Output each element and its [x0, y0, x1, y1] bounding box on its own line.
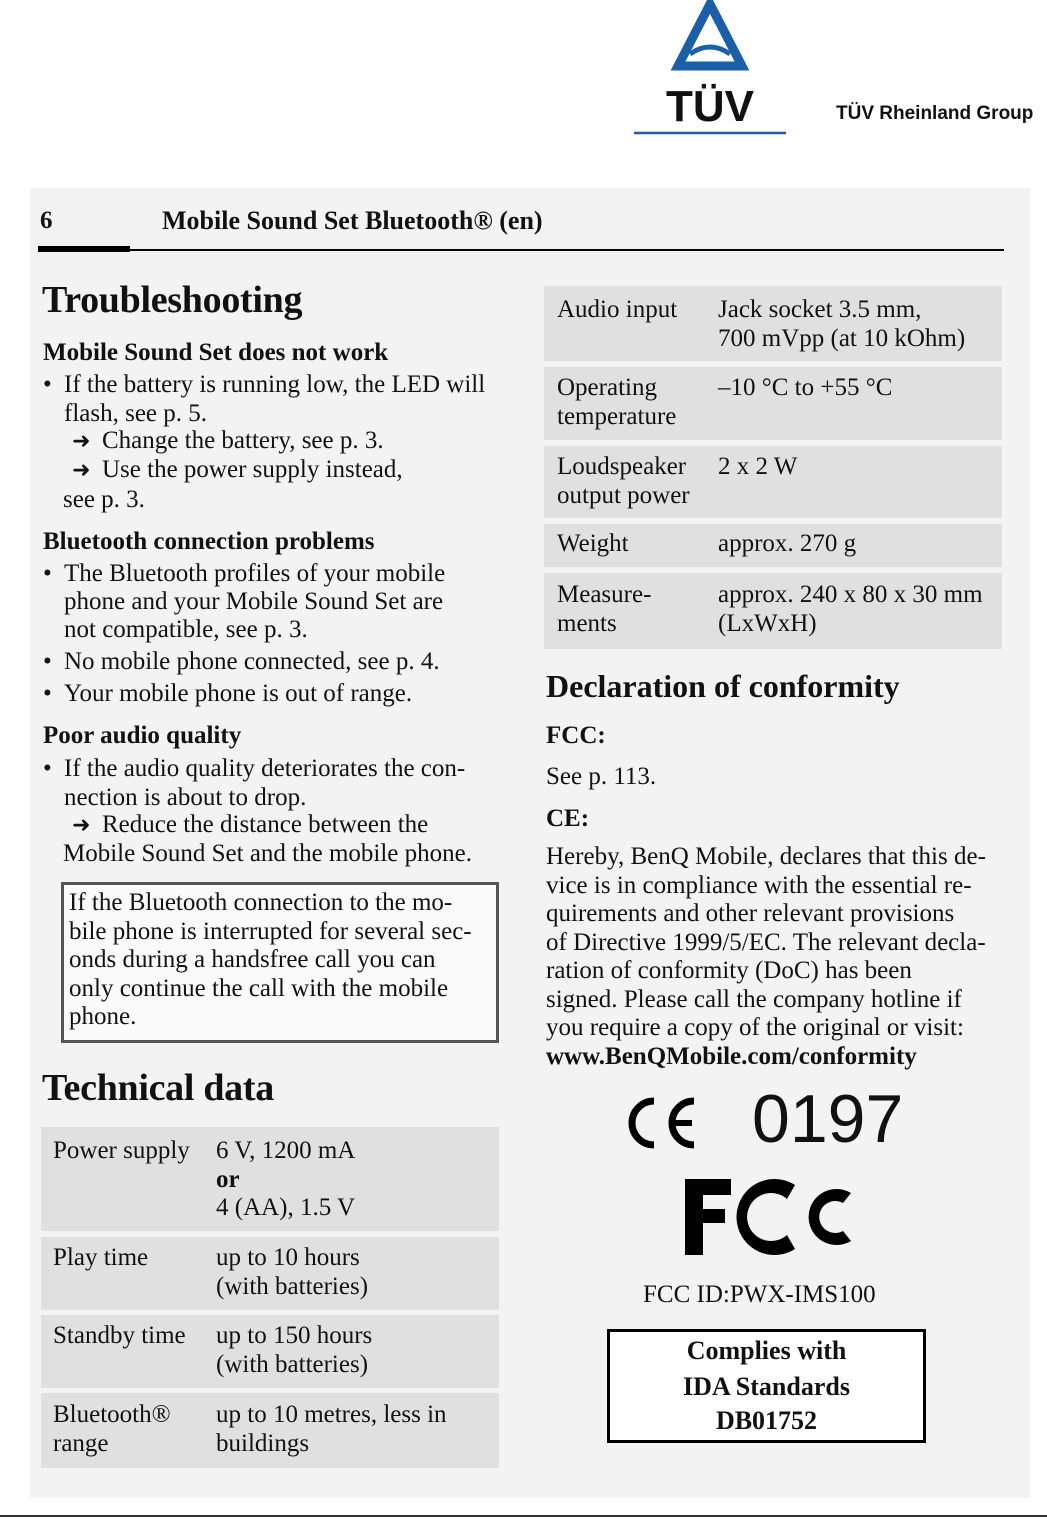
- action-text: Change the battery, see p. 3.: [102, 427, 384, 454]
- value-line: approx. 240 x 80 x 30 mm: [718, 581, 983, 608]
- label-line: range: [53, 1429, 109, 1457]
- page-number: 6: [40, 207, 53, 234]
- list-item-text: The Bluetooth profiles of your mobile: [64, 560, 446, 587]
- list-item: • No mobile phone connected, see p. 4.: [43, 648, 440, 675]
- action-text-continued: see p. 3.: [63, 486, 145, 513]
- value-line: (with batteries): [216, 1272, 369, 1300]
- value-line: or: [216, 1165, 240, 1193]
- arrow-icon: ➜: [72, 813, 91, 838]
- value-line: 6 V, 1200 mA: [216, 1137, 356, 1164]
- list-item-text: If the battery is running low, the LED will: [64, 371, 486, 398]
- action-text: Reduce the distance between the: [102, 811, 429, 838]
- table-value: [216, 1244, 368, 1301]
- action-text-continued: Mobile Sound Set and the mobile phone.: [63, 840, 472, 867]
- note-line: If the Bluetooth connection to the mo-: [69, 889, 453, 916]
- action-item: [72, 456, 403, 486]
- troubleshooting-heading: Troubleshooting: [42, 279, 303, 321]
- action-item: [72, 427, 384, 457]
- list-item-text: phone and your Mobile Sound Set are: [64, 588, 444, 615]
- list-item: • If the battery is running low, the LED will flash, see p. 5.: [43, 371, 486, 427]
- list-item-text: not compatible, see p. 3.: [64, 616, 308, 643]
- list-item: • If the audio quality deteriorates the con- nection is about to drop.: [43, 755, 466, 811]
- value-line: buildings: [216, 1429, 310, 1457]
- value-line: (with batteries): [216, 1350, 369, 1378]
- fcc-label: FCC:: [546, 722, 606, 749]
- ida-line: Complies with: [686, 1336, 847, 1365]
- section-title: Poor audio quality: [43, 722, 242, 749]
- ce-mark-icon: [624, 1095, 700, 1151]
- list-item-text: flash, see p. 5.: [64, 399, 208, 427]
- label-line: Bluetooth®: [53, 1401, 171, 1428]
- label-line: Operating: [557, 374, 657, 401]
- paragraph-line: signed. Please call the company hotline if: [546, 985, 962, 1013]
- header-rule: [38, 249, 1004, 251]
- paragraph-line: of Directive 1999/5/EC. The relevant decla-: [546, 928, 986, 956]
- value-line: Jack socket 3.5 mm,: [718, 296, 922, 323]
- paragraph-line: ration of conformity (DoC) has been: [546, 957, 912, 984]
- value-line: up to 10 metres, less in: [216, 1401, 447, 1428]
- tuv-group-label: TÜV Rheinland Group: [836, 103, 1034, 124]
- fcc-id-text: FCC ID:PWX-IMS100: [643, 1281, 876, 1308]
- table-value: [216, 1137, 355, 1223]
- ida-line: DB01752: [715, 1406, 818, 1435]
- table-label: Audio input: [557, 296, 678, 323]
- fcc-logo-icon: [683, 1175, 859, 1259]
- table-label: Weight: [557, 530, 629, 557]
- tuv-logo: [632, 0, 788, 136]
- list-item-text: nection is about to drop.: [64, 784, 307, 811]
- list-item-text: No mobile phone connected, see p. 4.: [64, 648, 440, 675]
- table-label: [53, 1401, 171, 1458]
- table-value: 2 x 2 W: [718, 453, 798, 480]
- label-line: output power: [557, 481, 690, 509]
- svg-text:TÜV: TÜV: [666, 82, 754, 131]
- table-value: [718, 296, 965, 353]
- note-line: onds during a handsfree call you can: [69, 946, 436, 973]
- table-value: approx. 270 g: [718, 530, 857, 557]
- fcc-text: See p. 113.: [546, 763, 657, 790]
- label-line: temperature: [557, 402, 677, 430]
- arrow-icon: ➜: [72, 458, 91, 483]
- table-label: Power supply: [53, 1137, 190, 1164]
- paragraph-line: vice is in compliance with the essential re-: [546, 871, 972, 899]
- ce-notified-body-number: 0197: [752, 1081, 904, 1157]
- running-header-title: Mobile Sound Set Bluetooth® (en): [162, 206, 543, 235]
- table-value: [718, 581, 983, 638]
- label-line: Measure-: [557, 581, 652, 608]
- conformity-url-link[interactable]: www.BenQMobile.com/conformity: [546, 1042, 917, 1070]
- technical-data-heading: Technical data: [42, 1067, 274, 1109]
- action-item: [72, 811, 428, 841]
- value-line: (LxWxH): [718, 609, 817, 637]
- note-line: only continue the call with the mobile: [69, 974, 449, 1002]
- action-text: Use the power supply instead,: [102, 456, 403, 483]
- value-line: 4 (AA), 1.5 V: [216, 1194, 356, 1221]
- label-line: ments: [557, 609, 617, 637]
- section-title: Bluetooth connection problems: [43, 528, 375, 555]
- table-label: [557, 453, 690, 510]
- ce-paragraph: [546, 843, 1016, 1071]
- section-title: Mobile Sound Set does not work: [43, 339, 389, 366]
- value-line: 700 mVpp (at 10 kOhm): [718, 324, 966, 352]
- ce-label: CE:: [546, 805, 590, 832]
- table-label: Standby time: [53, 1322, 186, 1349]
- paragraph-line: quirements and other relevant provisions: [546, 900, 955, 927]
- value-line: up to 10 hours: [216, 1244, 360, 1271]
- paragraph-line: you require a copy of the original or visit:: [546, 1014, 964, 1041]
- label-line: Loudspeaker: [557, 453, 687, 480]
- list-item: • Your mobile phone is out of range.: [43, 680, 413, 707]
- paragraph-line: Hereby, BenQ Mobile, declares that this de-: [546, 843, 986, 870]
- ida-line: IDA Standards: [683, 1372, 850, 1401]
- table-value: [216, 1401, 447, 1458]
- list-item-text: Your mobile phone is out of range.: [64, 680, 413, 707]
- note-text: [69, 889, 494, 1032]
- bottom-rule: [0, 1515, 1047, 1517]
- table-label: [557, 581, 651, 638]
- value-line: up to 150 hours: [216, 1322, 373, 1349]
- note-line: bile phone is interrupted for several sec-: [69, 917, 472, 945]
- note-line: phone.: [69, 1003, 137, 1030]
- arrow-icon: ➜: [72, 429, 91, 454]
- table-label: Play time: [53, 1244, 149, 1271]
- list-item-text: If the audio quality deteriorates the con-: [64, 755, 466, 782]
- table-label: [557, 374, 676, 431]
- list-item: • The Bluetooth profiles of your mobile phone and your Mobile Sound Set are not compatible, see p. 3.: [43, 560, 446, 643]
- conformity-heading: Declaration of conformity: [546, 668, 900, 704]
- table-value: –10 °C to +55 °C: [718, 374, 893, 401]
- table-value: [216, 1322, 372, 1379]
